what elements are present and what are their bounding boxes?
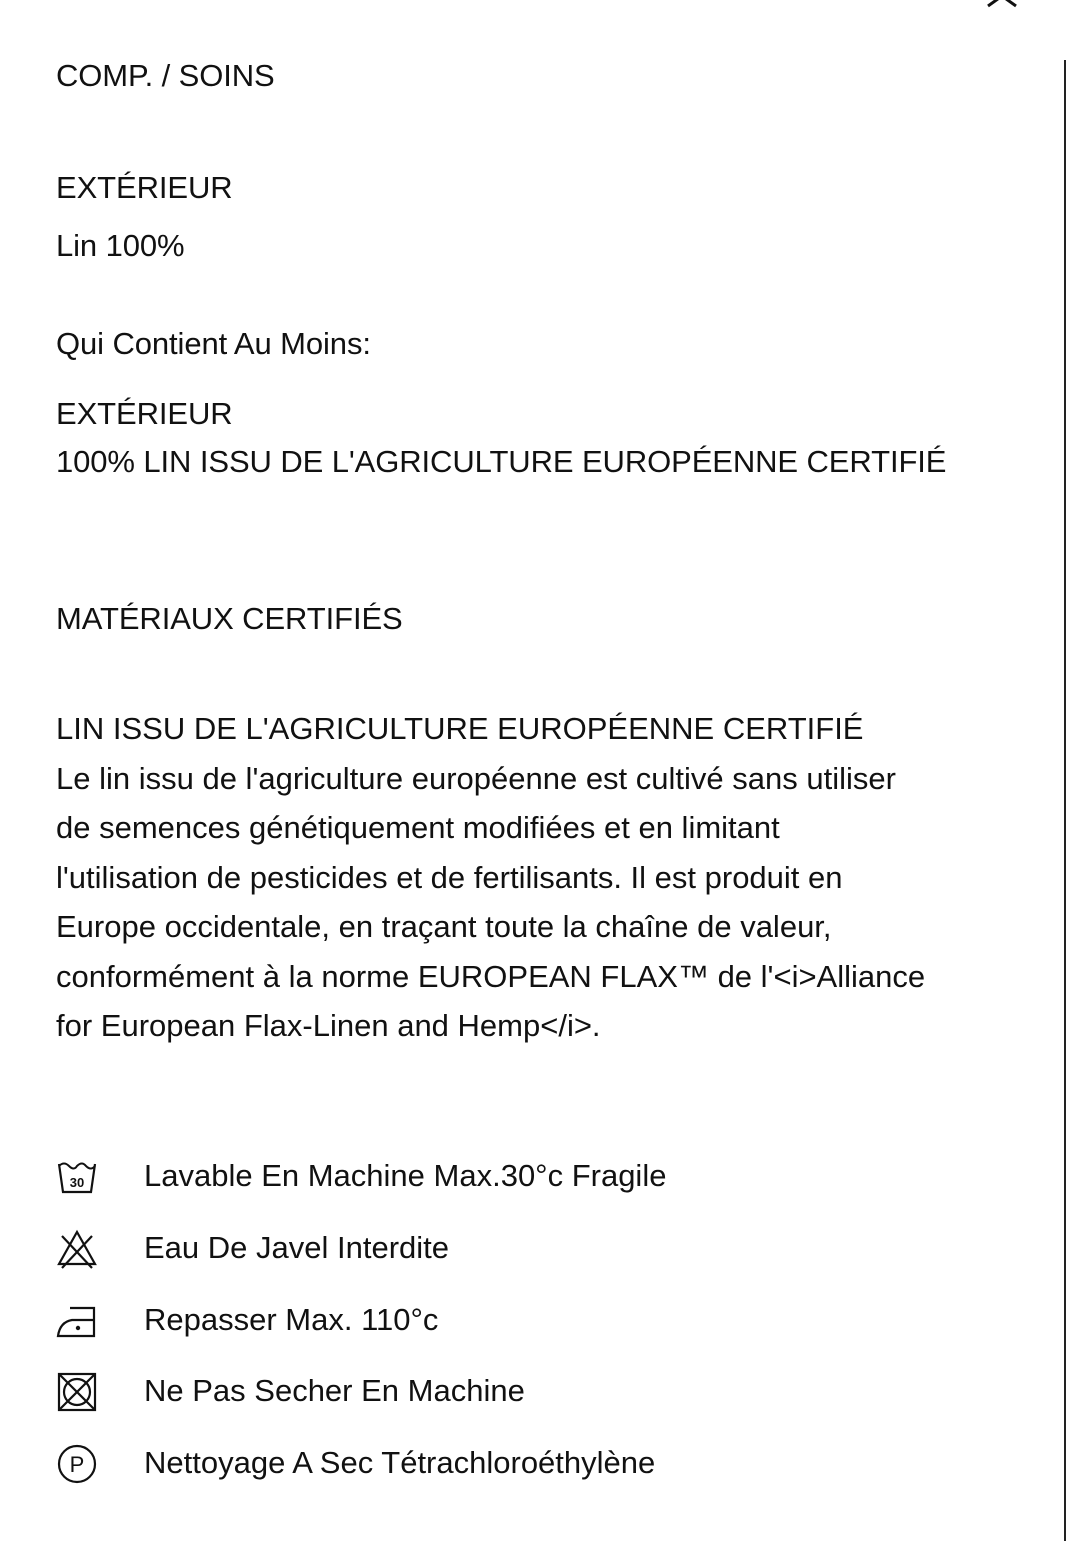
close-button[interactable] bbox=[984, 0, 1020, 10]
care-item-dryclean bbox=[56, 1441, 956, 1485]
scrollbar[interactable] bbox=[1064, 60, 1066, 1541]
certified-description-line: de semences génétiquement modifiées et en limitant bbox=[56, 810, 780, 845]
wash-30-icon bbox=[56, 1156, 98, 1198]
certified-description-line: for European Flax-Linen and Hemp</i>. bbox=[56, 1008, 601, 1043]
close-icon[interactable] bbox=[984, 0, 1020, 10]
dry-clean-p-icon bbox=[56, 1443, 98, 1485]
care-label: Repasser Max. 110°c bbox=[144, 1302, 439, 1337]
contains-label: Qui Contient Au Moins: bbox=[56, 326, 371, 361]
svg-text:30: 30 bbox=[69, 1175, 85, 1190]
panel-title: COMP. / SOINS bbox=[56, 58, 275, 93]
certified-material bbox=[56, 704, 1016, 1051]
care-item-dryer bbox=[56, 1369, 956, 1413]
care-label: Lavable En Machine Max.30°c Fragile bbox=[144, 1158, 667, 1193]
certified-description-line: Europe occidentale, en traçant toute la chaîne de valeur, bbox=[56, 909, 832, 944]
certified-material-title: LIN ISSU DE L'AGRICULTURE EUROPÉENNE CERTIFIÉ bbox=[56, 711, 864, 746]
certified-description-line: Le lin issu de l'agriculture européenne est cultivé sans utiliser bbox=[56, 760, 896, 796]
outer-value: Lin 100% bbox=[56, 228, 185, 263]
contains-outer-value: 100% LIN ISSU DE L'AGRICULTURE EUROPÉENNE CERTIFIÉ bbox=[56, 444, 947, 479]
contains-outer-label: EXTÉRIEUR bbox=[56, 396, 233, 431]
care-item-wash bbox=[56, 1154, 956, 1198]
certified-heading: MATÉRIAUX CERTIFIÉS bbox=[56, 601, 403, 636]
no-tumble-dry-icon bbox=[56, 1371, 98, 1413]
care-label: Ne Pas Secher En Machine bbox=[144, 1373, 525, 1408]
care-item-iron bbox=[56, 1298, 956, 1342]
svg-text:P: P bbox=[69, 1452, 85, 1477]
care-item-bleach bbox=[56, 1226, 956, 1270]
outer-label: EXTÉRIEUR bbox=[56, 170, 233, 205]
certified-description-line: l'utilisation de pesticides et de fertilisants. Il est produit en bbox=[56, 859, 843, 895]
certified-description-line: conformément à la norme EUROPEAN FLAX™ de l'<i>Alliance bbox=[56, 958, 926, 994]
care-label: Nettoyage A Sec Tétrachloroéthylène bbox=[144, 1445, 656, 1480]
care-label: Eau De Javel Interdite bbox=[144, 1230, 450, 1265]
iron-low-icon bbox=[56, 1300, 98, 1342]
no-bleach-icon bbox=[56, 1228, 98, 1270]
